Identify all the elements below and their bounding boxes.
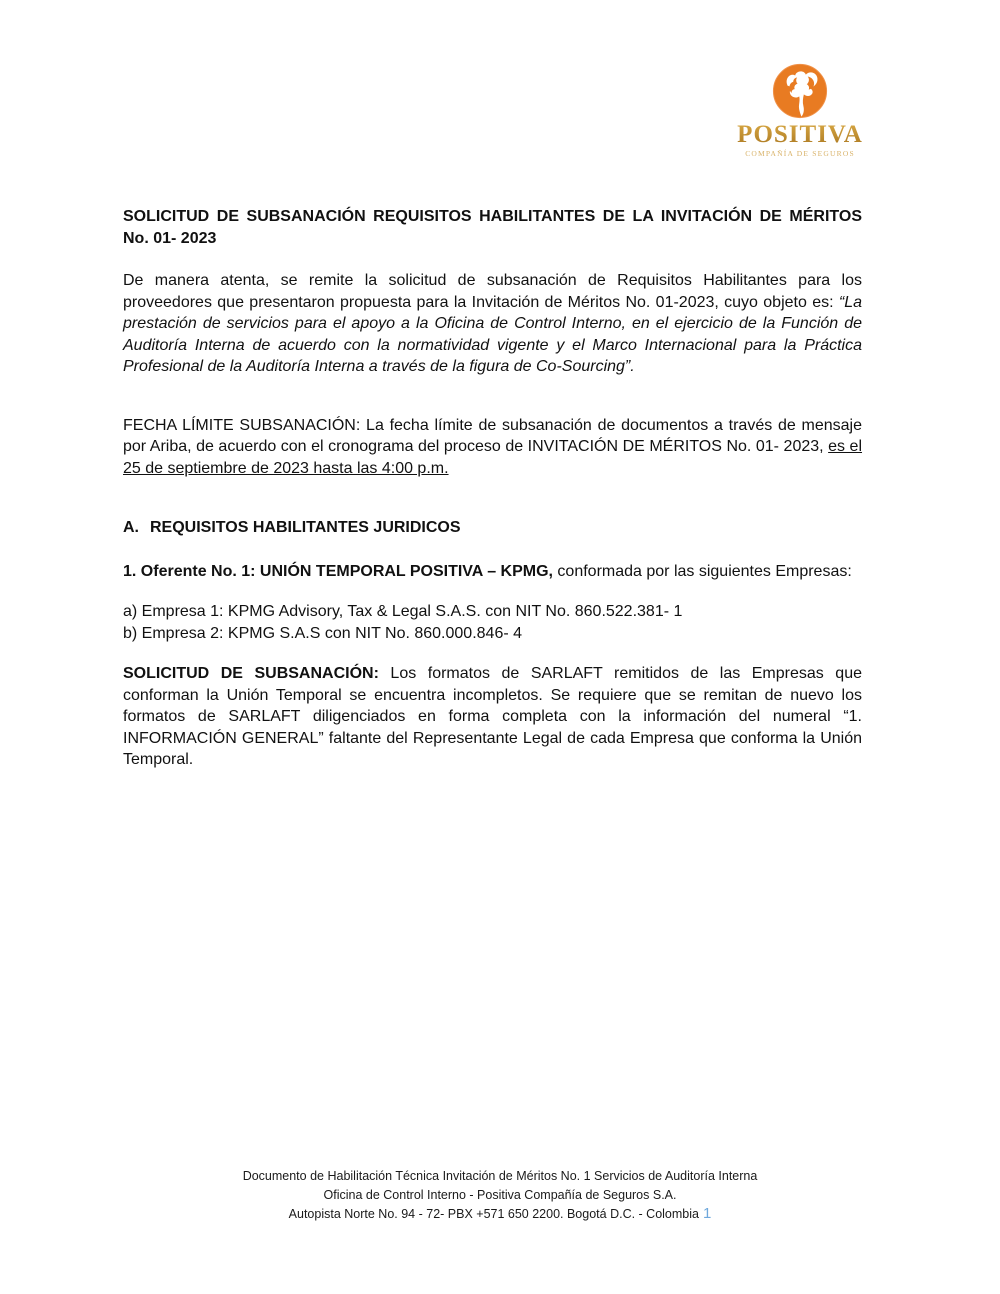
intro-text: De manera atenta, se remite la solicitud de subsanación de Requisitos Habilitantes para los proveedores que presentaron propuesta para la Invitación de Méritos No. 01-2023, cuyo objeto es: bbox=[123, 272, 862, 311]
document-title bbox=[123, 206, 862, 249]
oferente-name-bold: 1. Oferente No. 1: UNIÓN TEMPORAL POSITIVA – KPMG, bbox=[123, 562, 553, 580]
document-title-text: SOLICITUD DE SUBSANACIÓN REQUISITOS HABILITANTES DE LA INVITACIÓN DE MÉRITOS No. 01- 2023 bbox=[123, 208, 862, 247]
logo-brand-text: POSITIVA bbox=[728, 122, 872, 148]
footer-line-3 bbox=[0, 1205, 1000, 1224]
section-letter: A. bbox=[123, 519, 139, 536]
solicitud-text: Los formatos de SARLAFT remitidos de las Empresas que conforman la Unión Temporal se encuentra incompletos. Se requiere que se remitan de nuevo los formatos de SARLAFT diligenciados en forma completa con la información del numeral “1. INFORMACIÓN GENERAL” faltante del Representante Legal de cada Empresa que conforma la Unión Temporal. bbox=[123, 665, 862, 768]
footer-address-text: Autopista Norte No. 94 - 72- PBX +571 650 2200. Bogotá D.C. - Colombia bbox=[288, 1207, 699, 1221]
footer-line-1: Documento de Habilitación Técnica Invitación de Méritos No. 1 Servicios de Auditoría Interna bbox=[242, 1169, 758, 1183]
page-footer bbox=[0, 1167, 1000, 1224]
positiva-logo bbox=[728, 62, 872, 158]
section-a-heading bbox=[123, 517, 862, 539]
logo-tagline-text: COMPAÑÍA DE SEGUROS bbox=[745, 149, 855, 158]
solicitud-label-bold: SOLICITUD DE SUBSANACIÓN: bbox=[123, 665, 379, 682]
document-body bbox=[123, 206, 862, 771]
footer-line-2: Oficina de Control Interno - Positiva Compañía de Seguros S.A. bbox=[323, 1187, 677, 1202]
oferente-rest-text: conformada por las siguientes Empresas: bbox=[552, 562, 852, 580]
deadline-paragraph bbox=[123, 415, 862, 480]
solicitud-paragraph bbox=[123, 663, 862, 771]
empresa-item-b: b) Empresa 2: KPMG S.A.S con NIT No. 860.000.846- 4 bbox=[123, 624, 523, 642]
positiva-emblem-icon bbox=[771, 62, 829, 120]
empresas-list bbox=[123, 601, 862, 644]
deadline-date-underlined: es el 25 de septiembre de 2023 hasta las 4:00 p.m. bbox=[123, 438, 863, 477]
section-title: REQUISITOS HABILITANTES JURIDICOS bbox=[150, 519, 461, 536]
empresa-item-a: a) Empresa 1: KPMG Advisory, Tax & Legal S.A.S. con NIT No. 860.522.381- 1 bbox=[123, 603, 683, 620]
page-number: 1 bbox=[702, 1205, 712, 1222]
deadline-text: FECHA LÍMITE SUBSANACIÓN: La fecha límite de subsanación de documentos a través de mensaje por Ariba, de acuerdo con el cronograma del proceso de INVITACIÓN DE MÉRITOS No. 01- 2023, bbox=[123, 416, 862, 455]
object-quote-italic: “La prestación de servicios para el apoyo a la Oficina de Control Interno, en el ejercicio de la Función de Auditoría Interna de acuerdo con la normatividad vigente y el Marco Internacional para la Práctica Profesional de la Auditoría Interna a través de la figura de Co-Sourcing”. bbox=[123, 293, 862, 375]
intro-paragraph bbox=[123, 270, 862, 378]
oferente-paragraph bbox=[123, 561, 862, 583]
